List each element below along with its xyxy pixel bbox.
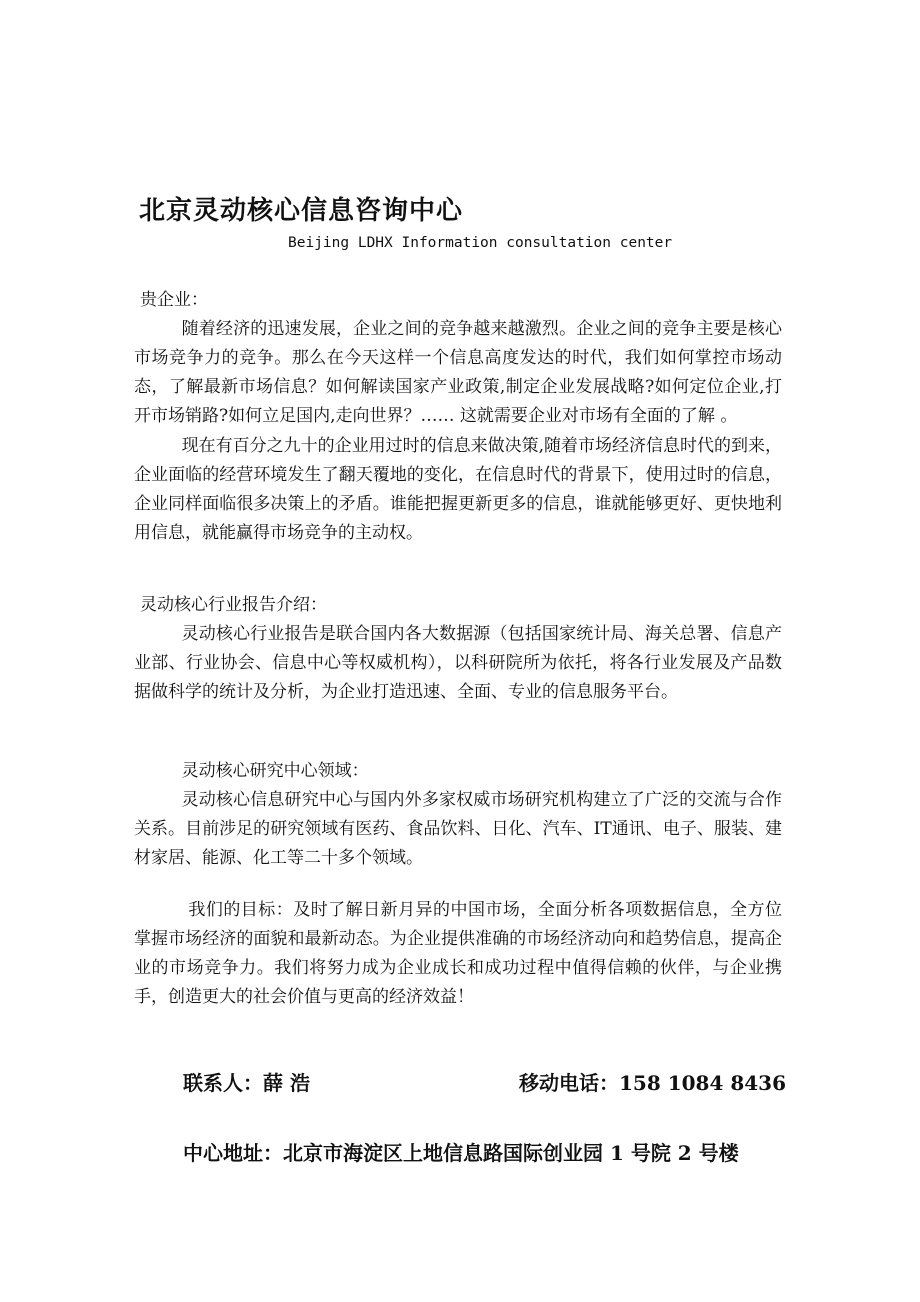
contact-person: 联系人：薛 浩 xyxy=(183,1071,310,1095)
letter-section xyxy=(134,286,782,548)
report-intro-text: 灵动核心行业报告是联合国内各大数据源（包括国家统计局、海关总署、信息产业部、行业协会、信息中心等权威机构），以科研院所为依托，将各行业发展及产品数据做科学的统计及分析，为企业打造迅速、全面、专业的信息服务平台。 xyxy=(134,624,782,702)
page-title: 北京灵动核心信息咨询中心 xyxy=(139,196,464,226)
paragraph-outdated-info: 现在有百分之九十的企业用过时的信息来做决策,随着市场经济信息时代的到来，企业面临的经营环境发生了翻天覆地的变化，在信息时代的背景下，使用过时的信息，企业同样面临很多决策上的矛盾。谁能把握更新更多的信息，谁就能够更好、更快地利用信息，就能赢得市场竞争的主动权。 xyxy=(134,436,782,543)
report-intro-section xyxy=(134,591,782,707)
report-intro-heading: 灵动核心行业报告介绍： xyxy=(140,595,327,615)
contact-phone: 移动电话：158 1084 8436 xyxy=(519,1071,787,1095)
goal-text: 我们的目标：及时了解日新月异的中国市场，全面分析各项数据信息，全方位掌握市场经济的面貌和最新动态。为企业提供准确的市场经济动向和趋势信息，提高企业的市场竞争力。我们将努力成为企业成长和成功过程中值得信赖的伙伴，与企业携手，创造更大的社会价值与更高的经济效益！ xyxy=(134,900,782,1007)
page-subtitle: Beijing LDHX Information consultation center xyxy=(288,235,673,251)
contact-address: 中心地址：北京市海淀区上地信息路国际创业园 1 号院 2 号楼 xyxy=(183,1141,739,1165)
research-fields-section xyxy=(134,757,782,873)
paragraph-intro: 随着经济的迅速发展，企业之间的竞争越来越激烈。企业之间的竞争主要是核心市场竞争力的竞争。那么在今天这样一个信息高度发达的时代，我们如何掌控市场动态，了解最新市场信息？如何解读国家产业政策,制定企业发展战略?如何定位企业,打开市场销路?如何立足国内,走向世界？…… 这就需要企业对市场有全面的了解 。 xyxy=(134,319,782,426)
research-fields-heading: 灵动核心研究中心领域： xyxy=(181,761,369,781)
goal-section xyxy=(134,896,782,1012)
research-fields-text: 灵动核心信息研究中心与国内外多家权威市场研究机构建立了广泛的交流与合作关系。目前涉足的研究领域有医药、食品饮料、日化、汽车、IT通讯、电子、服装、建材家居、能源、化工等二十多个领域。 xyxy=(134,790,782,868)
salutation: 贵企业： xyxy=(140,290,208,310)
